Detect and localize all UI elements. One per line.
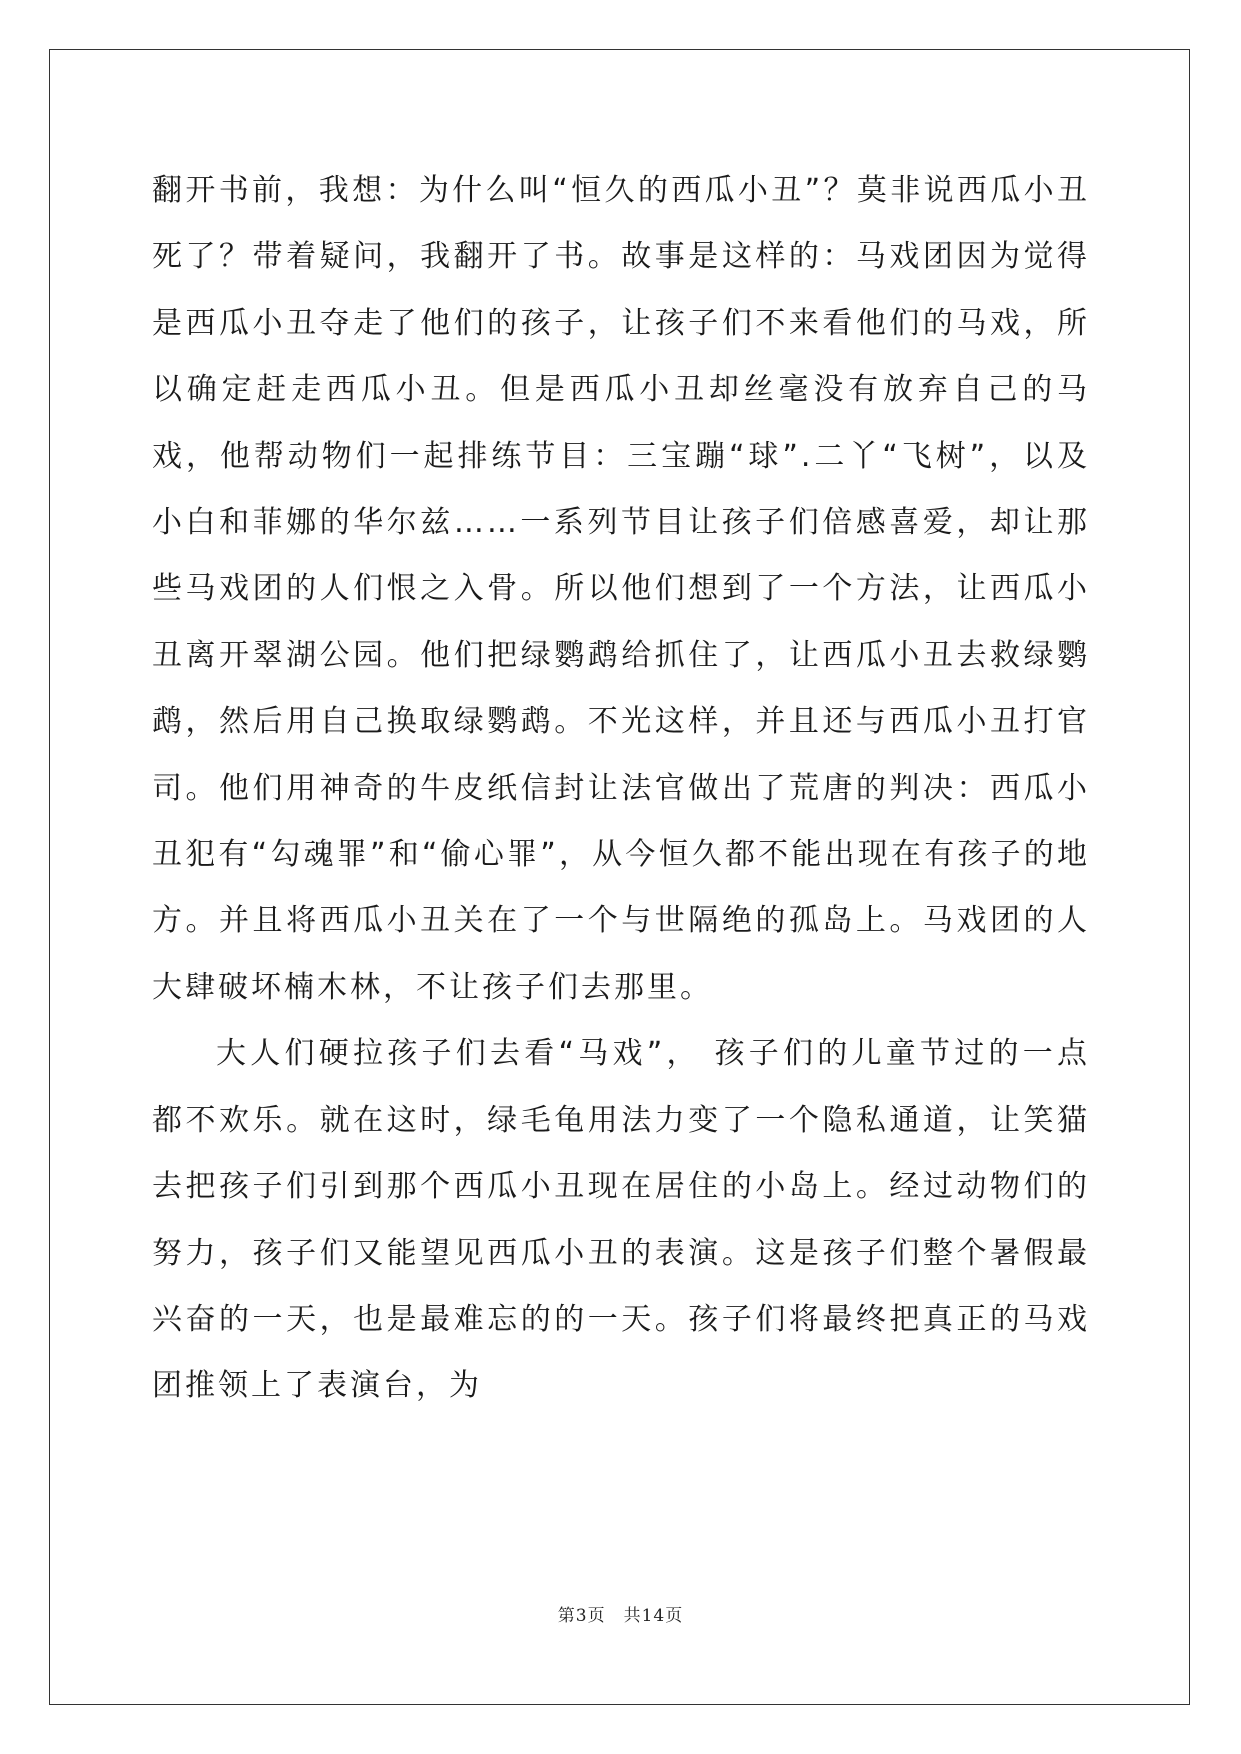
- paragraph-1: 翻开书前，我想：为什么叫“恒久的西瓜小丑”？莫非说西瓜小丑死了？带着疑问，我翻开了书。故事是这样的：马戏团因为觉得是西瓜小丑夺走了他们的孩子，让孩子们不来看他们的马戏，所以确定赶走西瓜小丑。但是西瓜小丑却丝毫没有放弃自己的马戏，他帮动物们一起排练节目：三宝蹦“球”.二丫“飞树”，以及小白和菲娜的华尔兹……一系列节目让孩子们倍感喜爱，却让那些马戏团的人们恨之入骨。所以他们想到了一个方法，让西瓜小丑离开翠湖公园。他们把绿鹦鹉给抓住了，让西瓜小丑去救绿鹦鹉，然后用自己换取绿鹦鹉。不光这样，并且还与西瓜小丑打官司。他们用神奇的牛皮纸信封让法官做出了荒唐的判决：西瓜小丑犯有“勾魂罪”和“偷心罪”，从今恒久都不能出现在有孩子的地方。并且将西瓜小丑关在了一个与世隔绝的孤岛上。马戏团的人大肆破坏楠木林，不让孩子们去那里。: [152, 173, 1090, 1005]
- paragraph-2: 大人们硬拉孩子们去看“马戏”， 孩子们的儿童节过的一点都不欢乐。就在这时，绿毛龟用法力变了一个隐私通道，让笑猫去把孩子们引到那个西瓜小丑现在居住的小岛上。经过动物们的努力，孩子们又能望见西瓜小丑的表演。这是孩子们整个暑假最兴奋的一天，也是最难忘的的一天。孩子们将最终把真正的马戏团推领上了表演台，为: [152, 1036, 1090, 1404]
- page-number: 第3页: [557, 1606, 606, 1626]
- document-body: [152, 158, 1090, 1420]
- page-total: 共14页: [623, 1606, 684, 1626]
- page-footer: [0, 1601, 1241, 1626]
